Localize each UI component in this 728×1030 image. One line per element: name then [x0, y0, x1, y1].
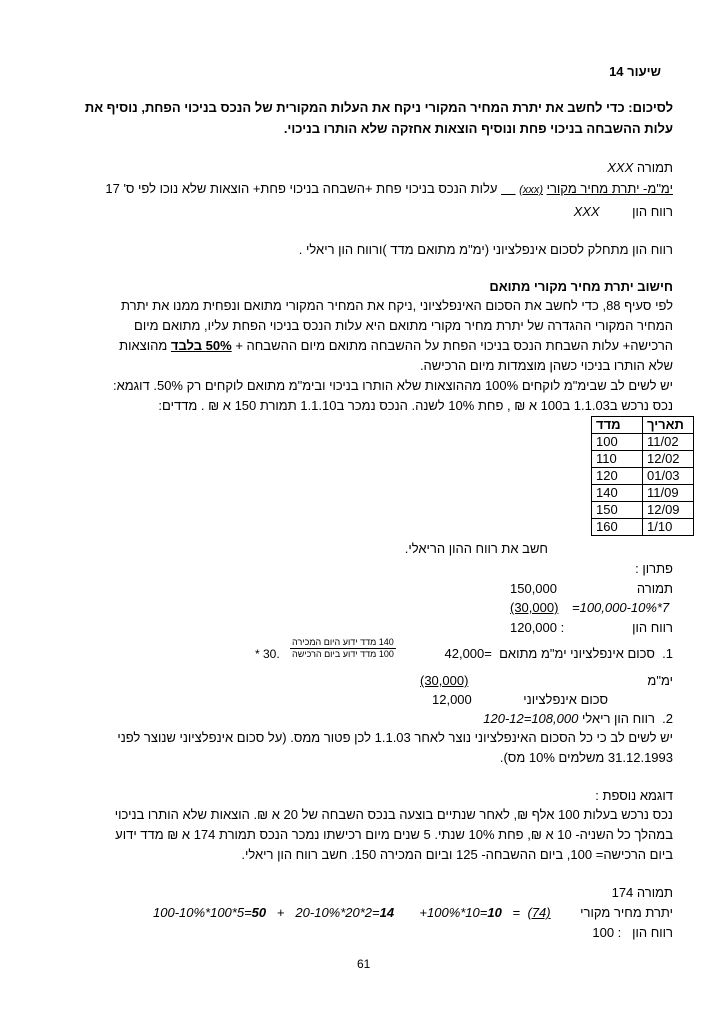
page-number: 61 — [357, 957, 371, 971]
ex1-step1-multiplier: * 30. — [255, 647, 280, 661]
ex2-gain: רווח הון 100 : — [592, 925, 673, 940]
summary-line-1: לסיכום: כדי לחשב את יתרת המחיר המקורי ניקח את העלות המקורית של הנכס בניכוי הפחת, נוסיף את — [84, 100, 673, 115]
ex2-p1: נכס נרכש בעלות 100 אלף ₪, לאחר שנתיים בוצעה בנכס השבחה של 20 א ₪. הוצאות שלא הותרו בניכוי — [114, 807, 673, 822]
section-p3: הרכישה+ עלות השבחת הנכס בניכוי הפחת על ההשבחה מתואם מיום ההשבחה + 50% בלבד מהוצאות — [119, 338, 673, 353]
ex2-revenue: תמורה 174 — [611, 885, 673, 900]
table-row — [592, 468, 694, 485]
table-row — [592, 502, 694, 519]
table-header-row — [592, 417, 694, 434]
ex1-step1: 1. סכום אינפלציוני ימ"מ מתואם 42,000= — [444, 646, 673, 661]
section-p2: המחיר המקורי ההגדרה של יתרת מחיר מקורי מתואם היא עלות הנכס בניכוי הפחת עליו, מתואם מיום — [134, 318, 673, 333]
ex1-revenue-label: תמורה — [636, 581, 673, 596]
cell-date: 11/09 — [643, 485, 694, 502]
cell-date: 1/10 — [643, 519, 694, 536]
f1-revenue: תמורה XXX — [607, 160, 673, 175]
index-table — [591, 416, 694, 536]
table-row — [592, 519, 694, 536]
cell-index: 150 — [592, 502, 643, 519]
cell-index: 120 — [592, 468, 643, 485]
ex1-ymm-value: (30,000) — [420, 673, 469, 688]
cell-index: 160 — [592, 519, 643, 536]
ex1-gain-label: רווח הון — [632, 620, 673, 635]
cell-index: 100 — [592, 434, 643, 451]
cell-date: 01/03 — [643, 468, 694, 485]
header-index: מדד — [592, 417, 643, 434]
ex1-revenue-value: 150,000 — [510, 581, 557, 596]
ex1-cost-value: (30,000) — [510, 600, 559, 615]
summary-line-2: עלות ההשבחה בניכוי פחת ונוסיף הוצאות אחזקה שלא הותרו בניכוי. — [283, 121, 673, 136]
index-fraction — [290, 637, 396, 660]
lesson-title: שיעור 14 — [609, 64, 661, 79]
header-date: תאריך — [643, 417, 694, 434]
split-note: רווח הון מתחלק לסכום אינפלציוני (ימ"מ מתואם מדד )ורווח הון ריאלי . — [298, 242, 673, 257]
cell-index: 140 — [592, 485, 643, 502]
ex1-step2: 2. רווח הון ריאלי 120-12=108,000 — [483, 711, 673, 726]
table-row — [592, 451, 694, 468]
cell-date: 12/09 — [643, 502, 694, 519]
ex1-gain-value: 120,000 : — [510, 620, 565, 635]
ex1-infl-label: סכום אינפלציוני — [523, 692, 608, 707]
ex1-solution-label: פתרון : — [635, 561, 673, 576]
ex1-ymm-label: ימ"מ — [647, 673, 673, 688]
ex2-cost: יתרת מחיר מקורי — [580, 905, 673, 920]
f1-cost: ימ"מ- יתרת מחיר מקורי (xxx) עלות הנכס בניכוי פחת +השבחה בניכוי פחת+ הוצאות שלא נוכו לפי ס' 17 — [105, 181, 673, 196]
ex2-calc: 100-10%*100*5=50 + 20-10%*20*2=14 +100%*10=10 = (74) — [153, 905, 551, 920]
f1-gain: רווח הון XXX — [573, 204, 673, 219]
ex2-p3: ביום הרכישה= 100, ביום ההשבחה- 125 וביום המכירה 150. חשב רווח הון ריאלי. — [241, 847, 673, 862]
ex2-p2: במהלך כל השניה- 10 א ₪, פחת 10% שנתי. 5 שנים מיום רכישתו נמכר הנכס תמורת 174 א ₪ מדד ידוע — [115, 827, 673, 842]
table-row — [592, 434, 694, 451]
ex1-question: חשב את רווח ההון הריאלי. — [404, 541, 548, 556]
ex1-note-2: 31.12.1993 משלמים 10% מס). — [499, 750, 673, 765]
section-p1: לפי סעיף 88, כדי לחשב את הסכום האינפלציוני ,ניקח את המחיר המקורי מתואם ונפחית ממנו את יתרת — [121, 298, 673, 313]
section-p5: יש לשים לב שבימ"מ לוקחים 100% מההוצאות שלא הותרו בניכוי ובימ"מ מתואם לוקחים רק 50%. דוגמא: — [112, 378, 673, 393]
section-heading: חישוב יתרת מחיר מקורי מתואם — [489, 279, 673, 294]
ex1-note-1: יש לשים לב כי כל הסכום האינפלציוני נוצר לאחר 1.1.03 לכן פטור ממס. (על סכום אינפלציוני שנוצר לפני — [117, 730, 673, 745]
fraction-numerator: 140 מדד ידוע היום המכירה — [290, 637, 396, 649]
fraction-denominator: 100 מדד ידוע ביום הרכישה — [292, 649, 394, 659]
ex1-cost-formula: =100,000-10%*7 — [572, 600, 670, 615]
cell-date: 12/02 — [643, 451, 694, 468]
section-p4: שלא הותרו בניכוי כשהן מוצמדות מיום הרכישה. — [419, 358, 673, 373]
cell-date: 11/02 — [643, 434, 694, 451]
table-row — [592, 485, 694, 502]
cell-index: 110 — [592, 451, 643, 468]
ex1-infl-value: 12,000 — [432, 692, 472, 707]
ex2-heading: דוגמא נוספת : — [595, 788, 673, 803]
section-p6: נכס נרכש ב1.1.03 ב100 א ₪ , פחת 10% לשנה. הנכס נמכר ב1.1.10 תמורת 150 א ₪ . מדדים: — [158, 398, 673, 413]
